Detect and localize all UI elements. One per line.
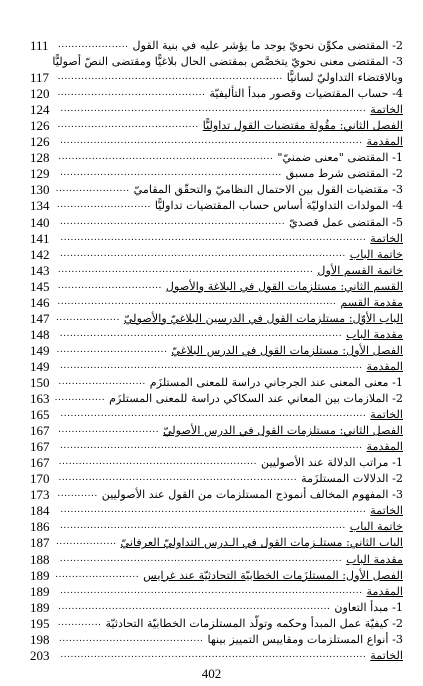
toc-entry-page: 149 [30,342,50,358]
toc-entry-page: 134 [30,198,50,214]
toc-leader-dots: .......................................................................................... [60,360,363,371]
toc-entry-page: 141 [30,230,50,246]
toc-leader-dots: ............................... [57,280,162,291]
toc-entry-title: 3- مقتضيات القول بين الاحتمال النظاميّ والتحقّق المقاميّ [133,183,403,197]
toc-entry [30,423,403,439]
toc-entry-title: المقدمة [366,135,403,149]
toc-entry [30,102,403,118]
toc-entry [30,568,403,584]
toc-entry-page: 186 [30,519,50,535]
toc-leader-dots: ........................................... [58,633,204,644]
toc-entry [30,215,403,231]
toc-entry-title: خاتمة الباب [349,247,403,261]
toc-entry-title: الفصل الأول: المستلزَمات الخطابيّة التحادثيّة عند غرايس [143,568,403,582]
toc-entry [30,327,403,343]
toc-entry-title: 5- المقتضى عمل قصديّ [289,215,403,229]
toc-entry [30,86,403,102]
toc-entry-title: 2- المقتضى شرط مسبق [285,167,403,181]
toc-entry [30,118,403,134]
toc-entry [30,455,403,471]
toc-entry-title: الخاتمة [370,231,403,245]
toc-leader-dots: .................................................................................... [59,328,343,339]
toc-entry [30,359,403,375]
toc-entry-page: 149 [30,358,50,374]
toc-leader-dots: ........................................................... [58,457,257,468]
toc-leader-dots: ............... [54,393,106,404]
toc-entry-page: 167 [30,439,50,455]
toc-entry-title: 1- معنى المعنى عند الجرجاني دراسة للمعنى المستلزَم [149,375,403,389]
toc-leader-dots: .......................................................................................... [60,136,363,147]
toc-leader-dots: ........................................................................................... [60,409,367,420]
toc-entry-page: 129 [30,166,50,182]
toc-leader-dots: .............................. [58,425,159,436]
toc-entry-page: 126 [30,118,50,134]
toc-leader-dots: ...................... [55,184,130,195]
toc-leader-dots: ................................................................... [57,72,283,83]
toc-leader-dots: ............................ [56,200,151,211]
toc-entry-title: 2- الدلالات المستلزَمة [301,472,403,486]
toc-entry [30,166,403,182]
toc-entry-title: 1- مبدأ التعاون [334,600,403,614]
toc-leader-dots: ............. [57,617,102,628]
toc-entry-page: 187 [30,535,50,551]
toc-entry-page: 142 [30,246,50,262]
toc-entry [30,295,403,311]
toc-leader-dots: ........................................................................................... [60,505,367,516]
toc-entry-title: القسم الثاني: مستلزمات القول في البلاغة والأصول [165,279,403,293]
toc-leader-dots: .................. [56,537,117,548]
toc-leader-dots: .......................................................................................... [60,585,363,596]
toc-entry-page: 165 [30,407,50,423]
toc-entry [30,648,403,664]
toc-entry-title: 3- أنواع المستلزمات ومقاييس التمييز بينها [207,632,403,646]
toc-entry [30,552,403,568]
toc-leader-dots: ................................................................... [59,216,286,227]
toc-entry-page: 124 [30,102,50,118]
toc-entry-page: 126 [30,134,50,150]
toc-entry-title: الفصل الأول: مستلزمات القول في الدرس البلاغيّ [171,343,403,357]
toc-entry [30,343,403,359]
toc-entry-page: 195 [30,615,50,631]
toc-entry [30,150,403,166]
toc-entry [30,247,403,263]
toc-entry-page: 146 [30,294,50,310]
toc-entry [30,632,403,648]
toc-entry [30,263,403,279]
toc-leader-dots: .................................................................................... [59,553,343,564]
toc-entry-page: 167 [30,455,50,471]
toc-entry-page: 120 [30,86,50,102]
toc-entry-page: 140 [30,214,50,230]
toc-leader-dots: ..................... [57,40,129,50]
toc-leader-dots: .......................................... [57,120,199,131]
toc-entry-page: 189 [30,599,50,615]
page-number: 402 [201,666,222,681]
toc-entry [30,487,403,503]
toc-leader-dots: .......................... [58,376,146,387]
toc-entry-title: المقدمة [366,359,403,373]
toc-entry-title: الخاتمة [370,103,403,117]
toc-list [30,38,403,664]
toc-entry-page: 184 [30,503,50,519]
toc-leader-dots: ..................................................................................... [60,521,346,532]
toc-entry-page: 198 [30,631,50,647]
toc-entry-title: الخاتمة [370,408,403,422]
toc-entry [30,38,403,54]
toc-entry-page: 147 [30,310,50,326]
toc-entry-title: 2- المقتضى مكوِّن نحويّ يوجد ما يؤشر عليه في بنية القول [132,39,403,52]
toc-leader-dots: ........................................................................................... [60,104,367,115]
toc-entry [30,503,403,519]
toc-entry-page: 130 [30,182,50,198]
toc-entry-title: 2- كيفيّة عمل المبدأ وحكمه وتولّد المستلزمات الخطابيّة التحادثيّة [105,616,403,630]
toc-entry-title: 1- المقتضى "معنى ضمنيّ" [277,151,403,165]
toc-entry-page: 143 [30,262,50,278]
toc-entry-page: 163 [30,391,50,407]
toc-entry [30,519,403,535]
toc-leader-dots: ............ [57,489,98,500]
toc-entry-page: 188 [30,551,50,567]
toc-entry [30,535,403,551]
toc-entry-title: 3- المقتضى معنى نحويّ يتخصَّص بمقتضى الحال بلاغيًّا ومقتضى النصّ أصوليًّا [52,55,403,69]
toc-leader-dots: ..................................................................................... [60,248,346,259]
toc-leader-dots: ................... [56,312,120,323]
toc-leader-dots: ............................................................................ [57,264,314,275]
toc-entry [30,616,403,632]
toc-entry [30,391,403,407]
toc-leader-dots: .......................................................................................... [60,441,363,452]
toc-entry-page: 167 [30,423,50,439]
toc-entry [30,182,403,198]
toc-leader-dots: ................................................................................... [57,296,337,307]
toc-entry-title: الباب الثاني: مستلـزمات القول في الـدرس التداوليّ العرفانيّ [120,536,403,550]
toc-entry [30,375,403,391]
toc-entry-title: خاتمة القسم الأول [317,263,403,277]
toc-entry-page: 145 [30,278,50,294]
toc-entry [30,70,403,86]
toc-entry-page: 150 [30,374,50,390]
toc-entry-title: الفصل الثاني: مستلزمات القول في الدرس الأصوليّ [162,424,403,438]
toc-leader-dots: .................................................................. [59,168,282,179]
toc-entry [30,584,403,600]
toc-entry-title: 4- المولدات التداوليّة أساس حساب المقتضيات تداوليًّا [154,199,403,213]
toc-entry-title: مقدمة الباب [346,327,403,341]
toc-entry-page: 203 [30,647,50,663]
toc-entry [30,231,403,247]
toc-entry [30,54,403,70]
toc-entry-title: المقدمة [366,584,403,598]
toc-entry [30,134,403,150]
toc-entry-page: 170 [30,471,50,487]
toc-entry-page: 128 [30,150,50,166]
toc-entry-title: الخاتمة [370,504,403,518]
toc-leader-dots: ........................................................................................... [60,232,367,243]
toc-entry-title: مقدمة الباب [346,552,403,566]
toc-entry-title: 4- حساب المقتضيات وقصور مبدأ التأليفيّة [209,87,403,101]
toc-entry-page: 189 [30,583,50,599]
toc-entry-title: 3- المفهوم المخالف أنموذج المستلزمات من القول عند الأصوليين [101,488,403,502]
toc-leader-dots: ............................................ [57,88,206,99]
toc-entry-title: الخاتمة [370,648,403,662]
toc-entry-title: وبالاقتضاء التداوليّ لسانيًّا [286,71,403,85]
toc-leader-dots: ....................................................................... [58,473,298,484]
toc-entry-title: المقدمة [366,440,403,454]
toc-entry [30,407,403,423]
toc-entry-page: 173 [30,487,50,503]
toc-entry [30,198,403,214]
toc-leader-dots: ................................. [56,344,168,355]
toc-entry-page: 117 [30,70,50,86]
toc-entry-page: 189 [30,567,50,583]
toc-entry-title: مقدمة القسم [340,295,403,309]
toc-entry [30,600,403,616]
toc-entry-title: الباب الأوّل: مستلزمات القول في الدرسين البلاغيّ والأصوليّ [123,311,403,325]
toc-entry-page: 111 [30,38,49,53]
toc-entry-title: خاتمة الباب [349,520,403,534]
toc-leader-dots: ................................................................ [58,152,274,163]
toc-entry [30,311,403,327]
toc-entry-title: الفصل الثاني: مقُولة مقتضيات القول تداوليًّا [202,119,403,133]
toc-leader-dots: ........................................................................................... [60,649,367,660]
toc-leader-dots: ................................................................................. [58,601,331,612]
toc-entry-title: 1- مراتب الدلالة عند الأصوليين [260,456,403,470]
toc-entry-title: 2- الملازمات بين المعاني عند السكاكي دراسة للمعنى المستلزَم [109,392,403,406]
toc-entry [30,471,403,487]
toc-entry [30,279,403,295]
toc-leader-dots: ......................... [55,569,140,580]
toc-entry-page: 148 [30,326,50,342]
toc-entry [30,439,403,455]
